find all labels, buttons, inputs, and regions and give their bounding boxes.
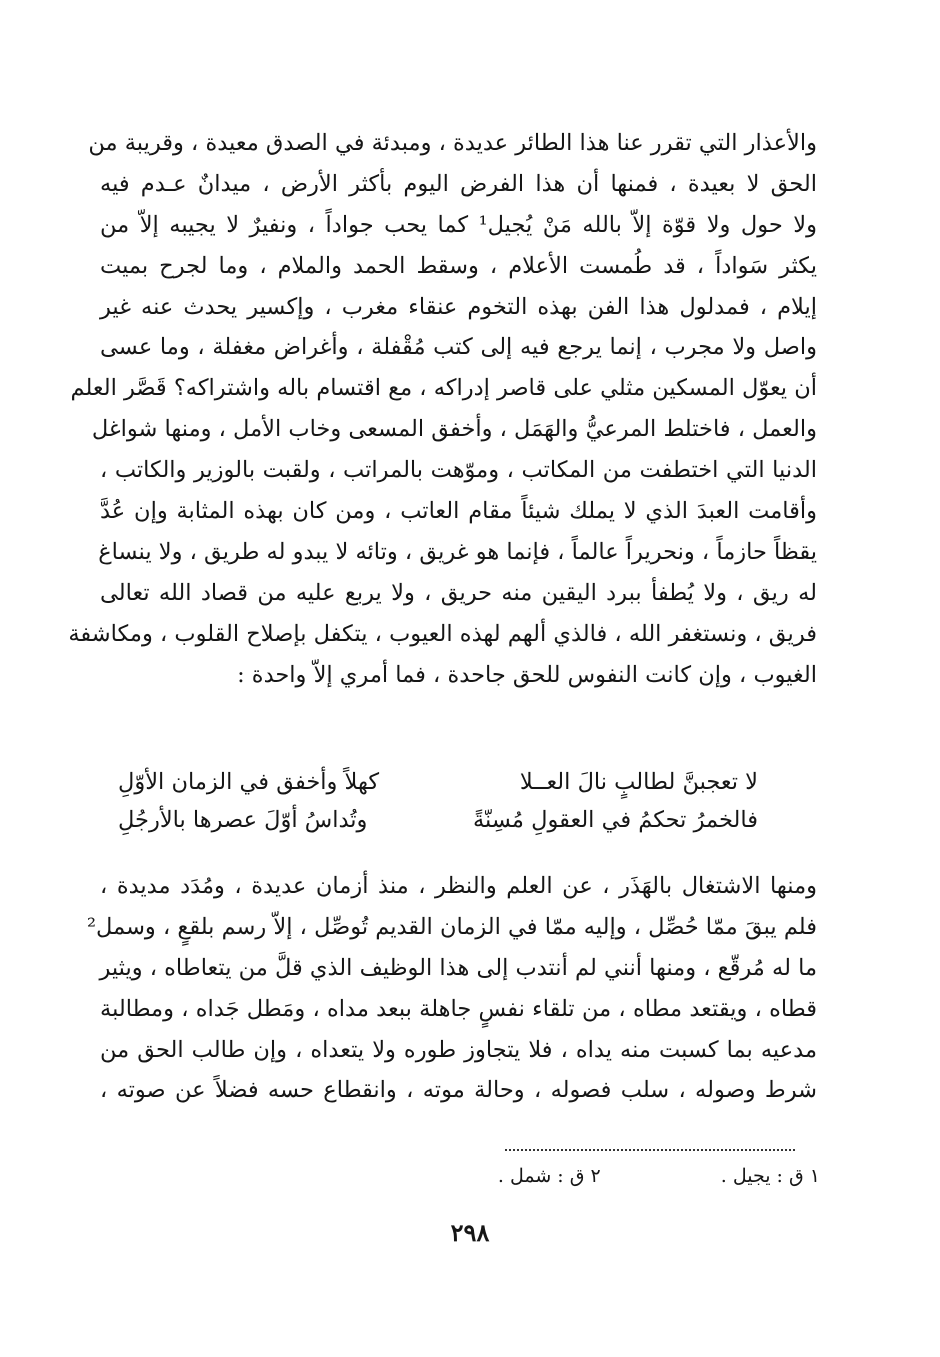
text-line: والأعذار التي تقرر عنا هذا الطائر عديدة ، ومبدئة في الصدق معيدة ، وقريبة من bbox=[88, 130, 817, 156]
footnotes bbox=[498, 1165, 820, 1187]
text-line: فلم يبقَ ممّا حُصِّل ، وإليه ممّا في الزمان القديم تُوصِّل ، إلاّ رسم بلقعٍ ، وسمل² bbox=[87, 913, 817, 940]
footnote: ٢ ق : شمل . bbox=[497, 1165, 601, 1187]
text-line: واصل ولا مجرب ، إنما يرجع فيه إلى كتب مُقْفلة ، وأغراض مغفلة ، وما عسى bbox=[100, 334, 817, 361]
text-line: الغيوب ، وإن كانت النفوس للحق جاحدة ، فما أمري إلاّ واحدة : bbox=[237, 661, 817, 688]
text-line: الحق لا بعيدة ، فمنها أن هذا الفرض اليوم بأكثر الأرض ، ميدانٌ عـدم فيه bbox=[100, 170, 817, 197]
text-line: فريق ، ونستغفر الله ، فالذي ألهم لهذه العيوب ، يتكفل بإصلاح القلوب ، ومكاشفة bbox=[68, 620, 817, 647]
text-line: والعمل ، فاختلط المرعيُّ والهَمَل ، وأخفق المسعى وخاب الأمل ، ومنها شواغل bbox=[91, 416, 817, 443]
text-line: ومنها الاشتغال بالهَذَر ، عن العلم والنظر ، منذ أزمان عديدة ، ومُدَد مديدة ، bbox=[100, 873, 817, 899]
text-line: ولا حول ولا قوّة إلاّ بالله مَنْ يُجيل¹ كما يحب جواداً ، ونفيرٌ لا يجيبه إلاّ من bbox=[100, 211, 817, 238]
verse-first-hemistich: لا تعجبنَّ لطالبٍ نالَ العــلا bbox=[519, 769, 758, 795]
verse-second-hemistich: وتُداسُ أوّلَ عصرها بالأرجُلِ bbox=[118, 807, 368, 833]
text-line: إيلام ، فمدلول هذا الفن بهذه التخوم عنقاء مغرب ، وإكسير يحدث عنه غير bbox=[100, 293, 817, 320]
paragraph-1 bbox=[68, 123, 817, 695]
text-line: الدنيا التي اختطفت من المكاتب ، وموّهت بالمراتب ، ولقبت بالوزير والكاتب ، bbox=[100, 457, 817, 484]
poetry-verses bbox=[118, 763, 758, 839]
text-line: وأقامت العبدَ الذي لا يملك شيئاً مقام العاتب ، ومن كان بهذه المثابة وإن عُدَّ bbox=[100, 498, 817, 525]
text-line: ما له مُرقّع ، ومنها أنني لم أنتدب إلى هذا الوظيف الذي قلَّ من يتعاطاه ، ويثير bbox=[99, 954, 817, 981]
footnote-divider bbox=[505, 1149, 795, 1151]
text-line: قطاه ، ويقتعد مطاه ، من تلقاء نفسٍ جاهلة ببعد مداه ، ومَطل جَداه ، ومطالبة bbox=[100, 995, 817, 1022]
text-line: أن يعوّل المسكين مثلي على قاصر إدراكه ، مع اقتسام باله واشتراكه؟ قَصَّر العلم bbox=[70, 375, 817, 402]
page-number: ٢٩٨ bbox=[450, 1218, 490, 1247]
verse-first-hemistich: فالخمرُ تحكمُ في العقولِ مُسِنّةً bbox=[472, 807, 758, 833]
verse-second-hemistich: كهلاً وأخفق في الزمان الأوّلِ bbox=[118, 769, 380, 795]
verse bbox=[118, 763, 758, 801]
verse bbox=[118, 801, 758, 839]
paragraph-2 bbox=[87, 866, 817, 1111]
text-line: شرط وصوله ، سلب فصوله ، وحالة موته ، وانقطاع حسه فضلاً عن صوته ، bbox=[100, 1077, 817, 1104]
text-line: يقظاً حازماً ، ونحريراً عالماً ، فإنما هو غريق ، وتائه لا يبدو له طريق ، ولا ينساغ bbox=[98, 538, 817, 565]
text-line: له ريق ، ولا يُطفأ ببرد اليقين منه حريق ، ولا يربع عليه من قصاد الله تعالى bbox=[100, 579, 817, 606]
text-line: يكثر سَواداً ، قد طُمست الأعلام ، وسقط الحمد والملام ، وما لجرح بميت bbox=[100, 252, 817, 279]
text-line: مدعيه بما كسبت منه يداه ، فلا يتجاوز طوره ولا يتعداه ، وإن طالب الحق من bbox=[100, 1036, 817, 1063]
footnote: ١ ق : يجيل . bbox=[720, 1165, 820, 1187]
